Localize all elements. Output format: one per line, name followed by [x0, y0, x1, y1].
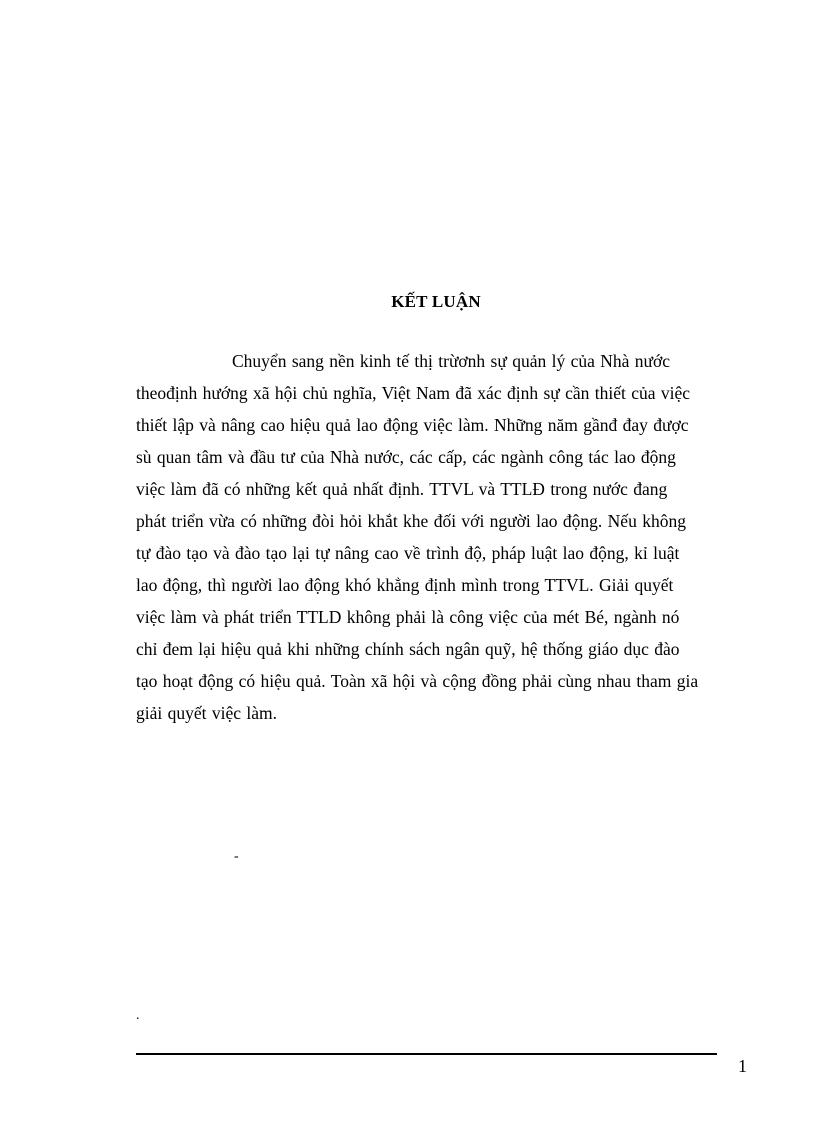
- paragraph-line-7: tự đào tạo và đào tạo lại tự nâng cao về trình độ, pháp luật lao động, kỉ luật: [136, 543, 680, 563]
- paragraph-line-4: sù quan tâm và đầu tư của Nhà nước, các cấp, các ngành công tác lao động: [136, 447, 676, 467]
- paragraph-line-12: giải quyết việc làm.: [136, 703, 278, 723]
- stray-dash: -: [234, 849, 239, 864]
- paragraph-line-11: tạo hoạt động có hiệu quả. Toàn xã hội và cộng đồng phải cùng nhau tham gia: [136, 671, 699, 691]
- footer-rule: [136, 1053, 717, 1055]
- page-number: 1: [738, 1056, 747, 1076]
- paragraph-line-9: việc làm và phát triển TTLD không phải là công việc của mét Bé, ngành nó: [136, 607, 680, 627]
- paragraph-line-6: phát triển vừa có những đòi hỏi khắt khe đối với người lao động. Nếu không: [136, 511, 686, 531]
- paragraph-line-2: theođịnh hướng xã hội chủ nghĩa, Việt Nam đã xác định sự cần thiết của việc: [136, 383, 691, 403]
- paragraph-line-5: việc làm đã có những kết quả nhất định. TTVL và TTLĐ trong nước đang: [136, 479, 668, 499]
- stray-dot: .: [136, 1008, 140, 1023]
- section-title: KẾT LUẬN: [391, 292, 481, 311]
- paragraph-line-3: thiết lập và nâng cao hiệu quả lao động việc làm. Những năm gầnđ đay được: [136, 415, 689, 435]
- paragraph-line-8: lao động, thì người lao động khó khẳng định mình trong TTVL. Giải quyết: [136, 575, 674, 595]
- paragraph-line-10: chỉ đem lại hiệu quả khi những chính sách ngân quỹ, hệ thống giáo dục đào: [136, 639, 680, 659]
- paragraph-line-1: Chuyển sang nền kinh tế thị trừơnh sự quản lý của Nhà nước: [232, 351, 671, 371]
